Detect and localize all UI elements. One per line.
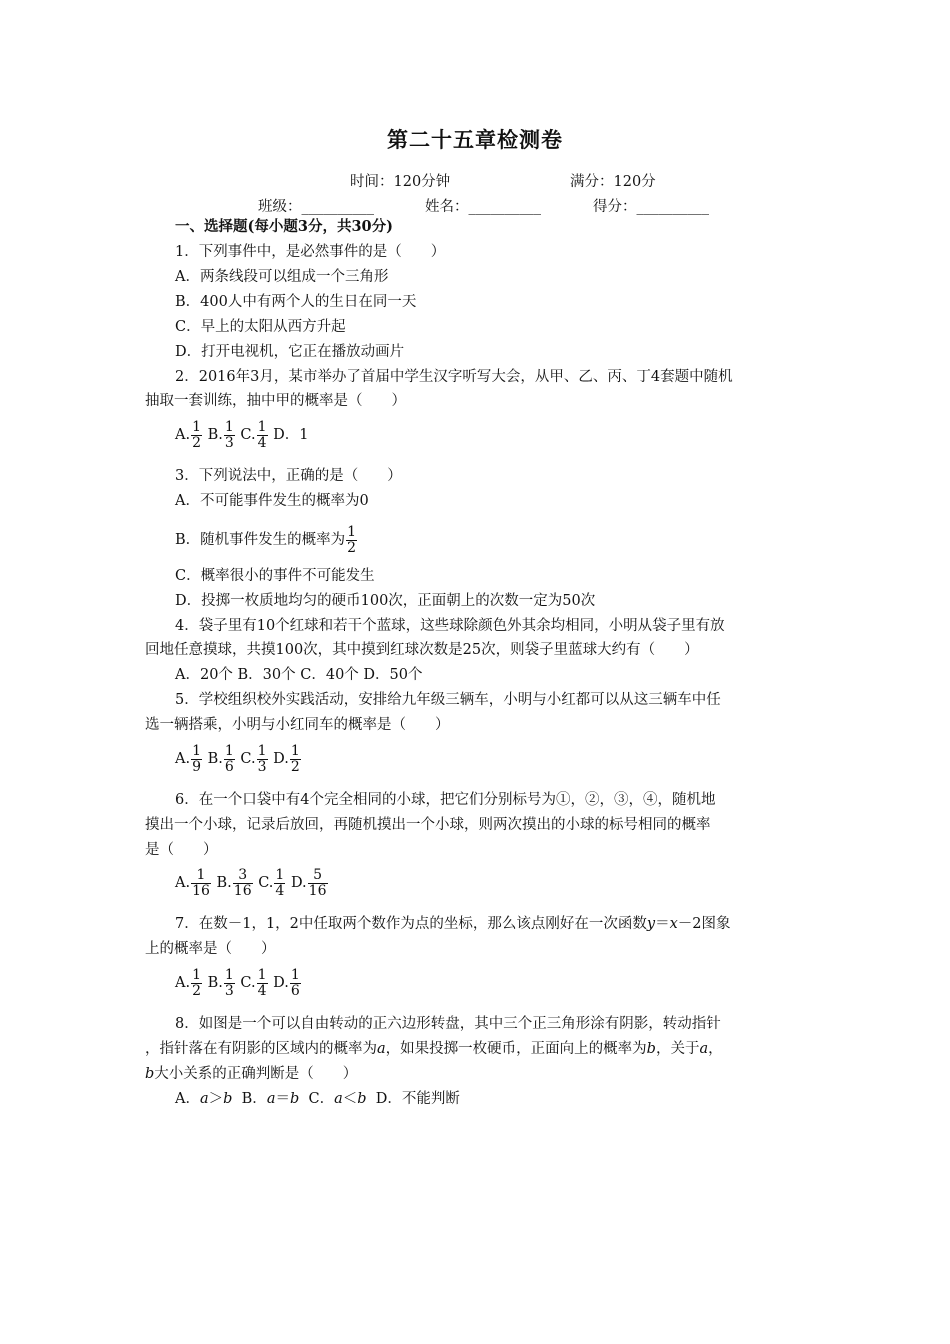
q3-option-d: D．投掷一枚质地均匀的硬币100次，正面朝上的次数一定为50次: [175, 593, 596, 609]
q4-stem-line2: 回地任意摸球，共摸100次，其中摸到红球次数是25次，则袋子里蓝球大约有（ ）: [145, 642, 699, 658]
q7-options: [175, 966, 302, 1000]
q6-stem-line3: 是（ ）: [145, 842, 218, 858]
q8-stem-line2: [145, 1039, 723, 1059]
q8-option-c-var-b: b: [357, 1091, 367, 1107]
q2-option-a-label: A.: [175, 427, 191, 443]
q7-stem-tail: －2图象: [677, 916, 731, 932]
q2-option-c-label: C.: [240, 427, 256, 443]
q5-option-a-label: A.: [175, 751, 191, 767]
q8-option-b-var-a: a: [266, 1091, 276, 1107]
q2-option-b-label: B.: [207, 427, 223, 443]
q3-option-b: [175, 518, 358, 562]
q6-option-a-fraction: $\frac{1}{16}$: [192, 866, 210, 899]
q6-option-a-label: A.: [175, 875, 191, 891]
score-field: 得分：__________: [593, 199, 709, 215]
q1-stem: 1．下列事件中，是必然事件的是（ ）: [175, 244, 446, 260]
q7-stem-text: 7．在数－1，1，2中任取两个数作为点的坐标，那么该点刚好在一次函数: [175, 916, 647, 932]
q8-option-b-var-b: b: [289, 1091, 300, 1107]
q1-option-c: C．早上的太阳从西方升起: [175, 319, 346, 335]
q6-option-c-label: C.: [258, 875, 274, 891]
q5-option-d-fraction: $\frac{1}{2}$: [290, 742, 300, 775]
q2-stem-line1: 2．2016年3月，某市举办了首届中学生汉字听写大会，从甲、乙、丙、丁4套题中随机: [175, 369, 733, 385]
q7-option-b-fraction: $\frac{1}{3}$: [224, 966, 234, 999]
q3-option-a: A．不可能事件发生的概率为0: [175, 493, 369, 509]
q7-equals: ＝: [655, 916, 670, 932]
q3-option-b-text: B．随机事件发生的概率为: [175, 532, 346, 548]
q8-option-d: D．不能判断: [366, 1091, 460, 1107]
q7-stem-line2: 上的概率是（ ）: [145, 941, 276, 957]
q8-option-c-label: C．: [299, 1091, 335, 1107]
q7-option-d-fraction: $\frac{1}{6}$: [290, 966, 300, 999]
q4-options: A．20个 B．30个 C．40个 D．50个: [175, 667, 423, 683]
q2-option-a-fraction: $\frac{1}{2}$: [192, 418, 202, 451]
q2-option-d: D．1: [273, 427, 309, 443]
q5-options: [175, 742, 302, 776]
page-title: 第二十五章检测卷: [387, 127, 563, 152]
q7-option-c-label: C.: [240, 975, 256, 991]
q6-options: [175, 866, 329, 900]
q8-comma: ，: [708, 1041, 723, 1057]
q1-option-b: B．400人中有两个人的生日在同一天: [175, 294, 417, 310]
q8-text-3: ，关于: [655, 1041, 700, 1057]
q8-option-c-relation: ＜: [342, 1091, 358, 1107]
q6-option-b-fraction: $\frac{3}{16}$: [233, 866, 252, 899]
q5-option-a-fraction: $\frac{1}{9}$: [192, 742, 202, 775]
time-label: 时间：120分钟: [350, 174, 451, 190]
q3-option-c: C．概率很小的事件不可能发生: [175, 568, 375, 584]
q8-text-4: 大小关系的正确判断是（ ）: [154, 1066, 358, 1082]
q5-option-b-fraction: $\frac{1}{6}$: [224, 742, 234, 775]
q1-option-d: D．打开电视机，它正在播放动画片: [175, 344, 405, 360]
class-field: 班级：__________: [258, 199, 374, 215]
q2-option-c-fraction: $\frac{1}{4}$: [257, 418, 267, 451]
q7-option-a-fraction: $\frac{1}{2}$: [192, 966, 202, 999]
q8-option-a-var-a: a: [199, 1091, 209, 1107]
q7-var-y: y: [646, 916, 656, 932]
q8-option-a-var-b: b: [223, 1091, 233, 1107]
q3-option-b-fraction: $\frac{1}{2}$: [347, 523, 357, 556]
q6-option-b-label: B.: [216, 875, 232, 891]
q8-text-1: ，指针落在有阴影的区域内的概率为: [145, 1041, 377, 1057]
q7-stem-line1: [175, 914, 731, 934]
q7-option-a-label: A.: [175, 975, 191, 991]
q6-stem-line2: 摸出一个小球，记录后放回，再随机摸出一个小球，则两次摸出的小球的标号相同的概率: [145, 817, 711, 833]
section-heading: 一、选择题(每小题3分，共30分): [175, 218, 393, 235]
q2-stem-line2: 抽取一套训练，抽中甲的概率是（ ）: [145, 393, 406, 409]
q5-option-c-label: C.: [240, 751, 256, 767]
q5-stem-line1: 5．学校组织校外实践活动，安排给九年级三辆车，小明与小红都可以从这三辆车中任: [175, 692, 721, 708]
q8-option-b-label: B．: [232, 1091, 267, 1107]
q8-var-b-2: b: [145, 1066, 155, 1082]
q8-var-a-2: a: [699, 1041, 709, 1057]
q8-option-a-label: A．: [175, 1091, 200, 1107]
q8-options: [175, 1089, 460, 1109]
q7-option-b-label: B.: [207, 975, 223, 991]
q8-text-2: ，如果投掷一枚硬币，正面向上的概率为: [385, 1041, 647, 1057]
q8-option-a-relation: ＞: [208, 1091, 224, 1107]
q5-stem-line2: 选一辆搭乘，小明与小红同车的概率是（ ）: [145, 717, 450, 733]
q6-option-c-fraction: $\frac{1}{4}$: [275, 866, 285, 899]
q5-option-d-label: D.: [273, 751, 289, 767]
q8-stem-line3: [145, 1064, 357, 1084]
q8-option-b-relation: ＝: [275, 1091, 290, 1107]
q5-option-c-fraction: $\frac{1}{3}$: [257, 742, 267, 775]
name-field: 姓名：__________: [425, 199, 541, 215]
q7-option-d-label: D.: [273, 975, 289, 991]
q7-var-x: x: [669, 916, 678, 932]
q4-stem-line1: 4．袋子里有10个红球和若干个蓝球，这些球除颜色外其余均相同，小明从袋子里有放: [175, 618, 725, 634]
q2-option-b-fraction: $\frac{1}{3}$: [224, 418, 234, 451]
q8-stem-line1: 8．如图是一个可以自由转动的正六边形转盘，其中三个正三角形涂有阴影，转动指针: [175, 1016, 721, 1032]
q8-option-c-var-a: a: [334, 1091, 343, 1107]
q8-var-b: b: [646, 1041, 656, 1057]
full-score-label: 满分：120分: [570, 174, 656, 190]
q6-stem-line1: 6．在一个口袋中有4个完全相同的小球，把它们分别标号为①，②，③，④，随机地: [175, 792, 716, 808]
q8-var-a: a: [377, 1041, 386, 1057]
q3-stem: 3．下列说法中，正确的是（ ）: [175, 468, 402, 484]
q5-option-b-label: B.: [207, 751, 223, 767]
q6-option-d-label: D.: [290, 875, 307, 891]
q7-option-c-fraction: $\frac{1}{4}$: [257, 966, 267, 999]
q2-options: [175, 418, 309, 452]
q1-option-a: A．两条线段可以组成一个三角形: [175, 269, 389, 285]
q6-option-d-fraction: $\frac{5}{16}$: [308, 866, 327, 899]
